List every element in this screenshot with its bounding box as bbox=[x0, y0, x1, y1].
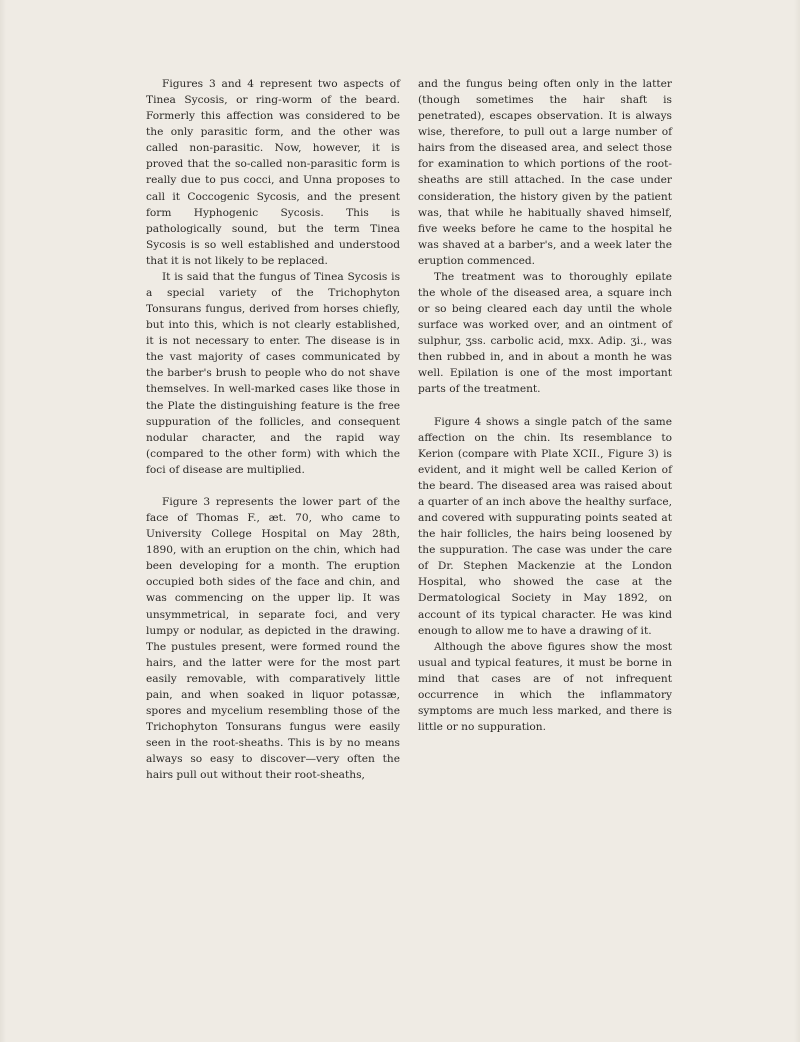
left-text-column bbox=[146, 76, 400, 783]
paragraph-fungus-variety: It is said that the fungus of Tinea Sycosis is a special variety of the Trichophyton Tonsurans fungus, derived from horses chiefly, but into this, which is not clearly established, it is not necessary to enter. The disease is in the vast majority of cases communicated by the barber's brush to people who do not shave themselves. In well-marked cases like those in the Plate the distinguishing feature is the free suppuration of the follicles, and consequent nodular character, and the rapid way (compared to the other form) with which the foci of disease are multiplied. bbox=[146, 270, 400, 476]
paragraph-figure-3-case: Figure 3 represents the lower part of the face of Thomas F., æt. 70, who came to University College Hospital on May 28th, 1890, with an eruption on the chin, which had been developing for a month. The eruption occupied both sides of the face and chin, and was commencing on the upper lip. It was unsymmetrical, in separate foci, and very lumpy or nodular, as depicted in the drawing. The pustules present, were formed round the hairs, and the latter were for the most part easily removable, with comparatively little pain, and when soaked in liquor potassæ, spores and mycelium resembling those of the Trichophyton Tonsurans fungus were easily seen in the root-sheaths. This is by no means always so easy to discover—very often the hairs pull out without their root-sheaths, bbox=[146, 495, 400, 782]
paragraph-continuation: and the fungus being often only in the latter (though sometimes the hair shaft is penetrated), escapes observation. It is always wise, therefore, to pull out a large number of hairs from the diseased area, and select those for examination to which portions of the root-sheaths are still attached. In the case under consideration, the history given by the patient was, that while he habitually shaved himself, five weeks before he came to the hospital he was shaved at a barber's, and a week later the eruption commenced. bbox=[418, 78, 672, 267]
paragraph-closing-note: Although the above figures show the most usual and typical features, it must be borne in mind that cases are of not infrequent occurrence in which the inflammatory symptoms are much less marked, and there is little or no suppuration. bbox=[418, 640, 672, 734]
paragraph-figure-4-case: Figure 4 shows a single patch of the same affection on the chin. Its resemblance to Kerion (compare with Plate XCII., Figure 3) is evident, and it might well be called Kerion of the beard. The diseased area was raised about a quarter of an inch above the healthy surface, and covered with suppurating points seated at the hair follicles, the hairs being loosened by the suppuration. The case was under the care of Dr. Stephen Mackenzie at the London Hospital, who showed the case at the Dermatological Society in May 1892, on account of its typical character. He was kind enough to allow me to have a drawing of it. bbox=[418, 415, 672, 637]
paragraph-tinea-sycosis-intro: Figures 3 and 4 represent two aspects of Tinea Sycosis, or ring-worm of the beard. Formerly this affection was considered to be the only parasitic form, and the other was called non-parasitic. Now, however, it is proved that the so-called non-parasitic form is really due to pus cocci, and Unna proposes to call it Coccogenic Sycosis, and the present form Hyphogenic Sycosis. This is pathologically sound, but the term Tinea Sycosis is so well established and understood that it is not likely to be replaced. bbox=[146, 78, 400, 267]
paragraph-treatment: The treatment was to thoroughly epilate the whole of the diseased area, a square inch or so being cleared each day until the whole surface was worked over, and an ointment of sulphur, ʒss. carbolic acid, mxx. Adip. ʒi., was then rubbed in, and in about a month he was well. Epilation is one of the most important parts of the treatment. bbox=[418, 270, 672, 396]
right-text-column bbox=[418, 76, 672, 735]
